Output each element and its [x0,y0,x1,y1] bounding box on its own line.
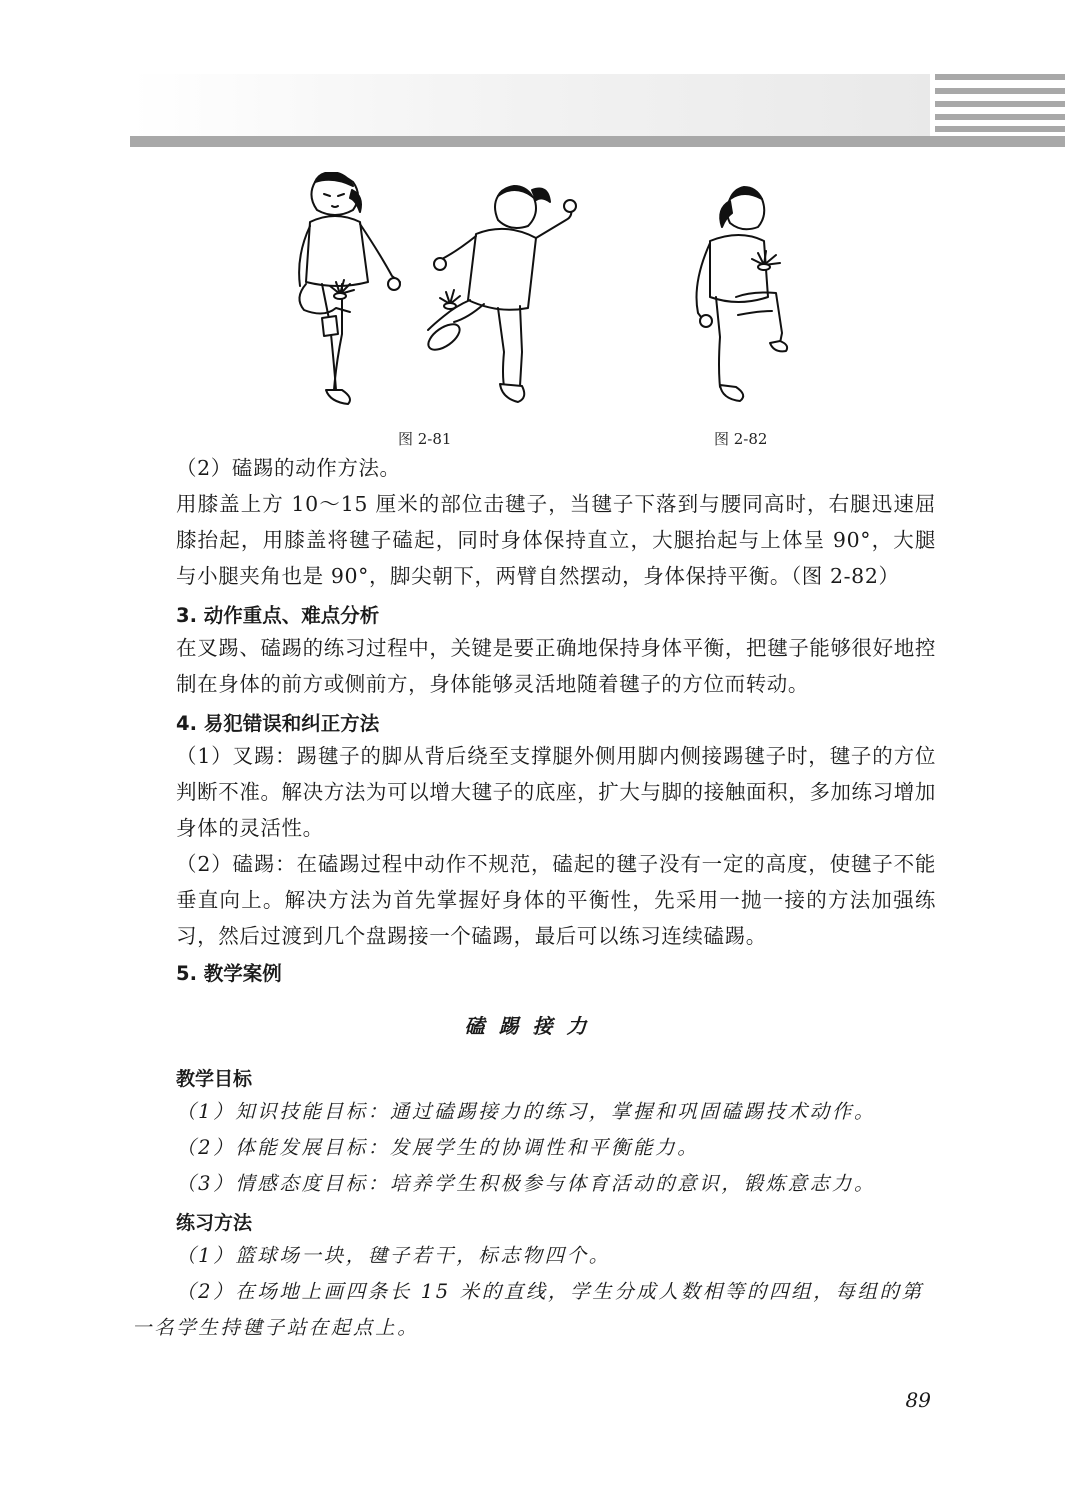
case-title: 磕踢接力 [464,1014,601,1038]
method-title: 练习方法 [176,1212,253,1234]
paragraph-3: 在叉踢、磕踢的练习过程中，关键是要正确地保持身体平衡，把毽子能够很好地控制在身体的前方或侧前方，身体能够灵活地随着毽子的方位而转动。 [176,636,936,696]
header-stripe [935,74,1065,80]
goal-item: （2）体能发展目标：发展学生的协调性和平衡能力。 [176,1136,700,1159]
figure-caption-2-81: 图 2-81 [398,430,452,448]
heading-5: 5. 教学案例 [176,962,282,985]
heading-4: 4. 易犯错误和纠正方法 [176,712,380,735]
heading-3: 3. 动作重点、难点分析 [176,604,380,627]
figure-2-82-illustration [680,185,810,410]
header-rule [130,136,1065,147]
page-number: 89 [905,1388,931,1412]
goal-item: （3）情感态度目标：培养学生积极参与体育活动的意识，锻炼意志力。 [176,1172,877,1195]
figure-caption-2-82: 图 2-82 [714,430,768,448]
goals-title: 教学目标 [176,1068,253,1090]
method-item: （1）篮球场一块，毽子若干，标志物四个。 [176,1244,611,1267]
header-stripe [935,101,1065,107]
header-stripe [935,88,1065,94]
method-item: （2）在场地上画四条长 15 米的直线，学生分成人数相等的四组，每组的第一名学生持毽子站在起点上。 [132,1280,924,1339]
header-stripe [935,114,1065,120]
section-2-title: （2）磕踢的动作方法。 [176,456,401,480]
header-band [130,74,930,136]
figure-2-81-illustration [270,172,580,412]
girl-standing-kick-figure [299,172,400,404]
section-2-body: 用膝盖上方 10～15 厘米的部位击毽子，当毽子下落到与腰同高时，右腿迅速屈膝抬起，用膝盖将毽子磕起，同时身体保持直立，大腿抬起与上体呈 90°，大腿与小腿夹角也是 90°，脚尖朝下，两臂自然摆动，身体保持平衡。（图 2-82） [176,492,936,588]
paragraph-4b: （2）磕踢：在磕踢过程中动作不规范，磕起的毽子没有一定的高度，使毽子不能垂直向上。解决方法为首先掌握好身体的平衡性，先采用一抛一接的方法加强练习，然后过渡到几个盘踢接一个磕踢，最后可以练习连续磕踢。 [176,852,936,948]
header-stripe [935,126,1065,132]
paragraph-4a: （1）叉踢：踢毽子的脚从背后绕至支撑腿外侧用脚内侧接踢毽子时，毽子的方位判断不准。解决方法为可以增大毽子的底座，扩大与脚的接触面积，多加练习增加身体的灵活性。 [176,744,936,840]
goal-item: （1）知识技能目标：通过磕踢接力的练习，掌握和巩固磕踢技术动作。 [176,1100,877,1123]
